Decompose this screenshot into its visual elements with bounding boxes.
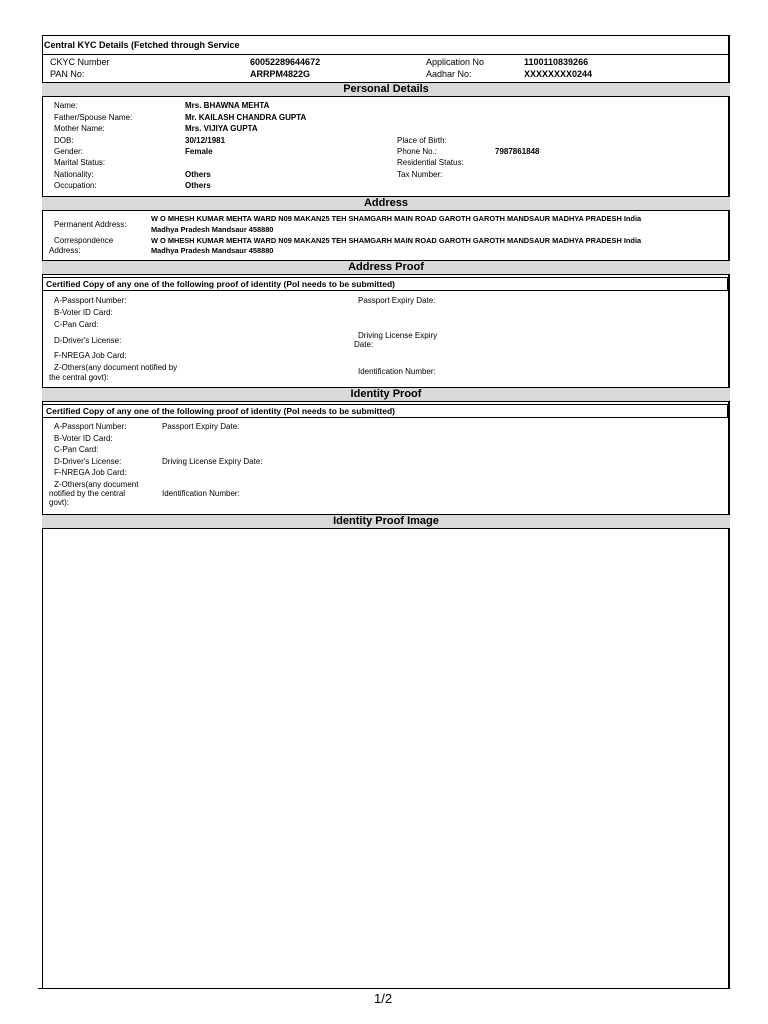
ap-voter-id-label: B-Voter ID Card: xyxy=(54,308,113,317)
marital-status-label: Marital Status: xyxy=(54,158,106,167)
document-title: Central KYC Details (Fetched through Service xyxy=(44,40,240,50)
pan-no-value: ARRPM4822G xyxy=(250,69,311,79)
correspondence-address-label-2: Address: xyxy=(49,246,81,255)
ap-driving-expiry-label-2: Date: xyxy=(354,340,374,349)
phone-label: Phone No.: xyxy=(397,147,438,156)
page-bottom-line xyxy=(38,988,730,989)
name-label: Name: xyxy=(54,101,78,110)
correspondence-address-label-1: Correspondence xyxy=(54,236,114,245)
place-of-birth-label: Place of Birth: xyxy=(397,136,447,145)
ip-nrega-label: F-NREGA Job Card: xyxy=(54,468,127,477)
ap-others-label-1: Z-Others(any document notified by xyxy=(54,363,178,372)
mother-name-label: Mother Name: xyxy=(54,124,105,133)
ap-driving-expiry-label-1: Driving License Expiry xyxy=(358,331,438,340)
page-number: 1/2 xyxy=(374,991,393,1006)
aadhar-no-label: Aadhar No: xyxy=(426,69,472,79)
ap-passport-expiry-label: Passport Expiry Date: xyxy=(358,296,436,305)
ckyc-number-label: CKYC Number xyxy=(50,57,110,67)
permanent-address-line2: Madhya Pradesh Mandsaur 458880 xyxy=(151,225,274,234)
tax-number-label: Tax Number: xyxy=(397,170,443,179)
ip-passport-number-label: A-Passport Number: xyxy=(54,422,127,431)
occupation-value: Others xyxy=(185,181,211,190)
name-value: Mrs. BHAWNA MEHTA xyxy=(185,101,270,110)
gender-label: Gender: xyxy=(54,147,83,156)
correspondence-address-line2: Madhya Pradesh Mandsaur 458880 xyxy=(151,246,274,255)
personal-details-heading: Personal Details xyxy=(42,82,730,97)
occupation-label: Occupation: xyxy=(54,181,97,190)
ip-others-label-3: govt): xyxy=(49,498,70,507)
nationality-value: Others xyxy=(185,170,211,179)
father-spouse-value: Mr. KAILASH CHANDRA GUPTA xyxy=(185,113,307,122)
residential-status-label: Residential Status: xyxy=(397,158,464,167)
correspondence-address-line1: W O MHESH KUMAR MEHTA WARD N09 MAKAN25 TEH SHAMGARH MAIN ROAD GAROTH GAROTH MANDSAUR MADHYA PRADESH India xyxy=(151,236,642,245)
application-no-label: Application No xyxy=(426,57,485,67)
outer-top-border xyxy=(42,35,730,36)
address-proof-subheading: Certified Copy of any one of the following proof of identity (PoI needs to be submitted) xyxy=(42,277,728,291)
ip-identification-number-label: Identification Number: xyxy=(162,489,240,498)
ip-drivers-license-label: D-Driver's License: xyxy=(54,457,122,466)
mother-name-value: Mrs. VIJIYA GUPTA xyxy=(185,124,258,133)
address-proof-heading: Address Proof xyxy=(42,260,730,275)
permanent-address-line1: W O MHESH KUMAR MEHTA WARD N09 MAKAN25 TEH SHAMGARH MAIN ROAD GAROTH GAROTH MANDSAUR MADHYA PRADESH India xyxy=(151,214,642,223)
identity-proof-image-heading: Identity Proof Image xyxy=(42,514,730,529)
ap-passport-number-label: A-Passport Number: xyxy=(54,296,127,305)
dob-label: DOB: xyxy=(54,136,74,145)
phone-value: 7987861848 xyxy=(495,147,540,156)
gender-value: Female xyxy=(185,147,213,156)
father-spouse-label: Father/Spouse Name: xyxy=(54,113,133,122)
pan-no-label: PAN No: xyxy=(50,69,85,79)
outer-right-border xyxy=(728,35,730,988)
permanent-address-label: Permanent Address: xyxy=(54,220,127,229)
ip-voter-id-label: B-Voter ID Card: xyxy=(54,434,113,443)
header-title-divider xyxy=(42,54,730,55)
ap-drivers-license-label: D-Driver's License: xyxy=(54,336,122,345)
ap-others-label-2: the central govt): xyxy=(49,373,109,382)
identity-proof-subheading: Certified Copy of any one of the following proof of identity (PoI needs to be submitted) xyxy=(42,404,728,418)
ip-others-label-2: notified by the central xyxy=(49,489,126,498)
address-heading: Address xyxy=(42,196,730,211)
ip-driving-expiry-label: Driving License Expiry Date: xyxy=(162,457,263,466)
ap-pan-card-label: C-Pan Card: xyxy=(54,320,99,329)
identity-proof-heading: Identity Proof xyxy=(42,387,730,402)
aadhar-no-value: XXXXXXXX0244 xyxy=(524,69,593,79)
dob-value: 30/12/1981 xyxy=(185,136,226,145)
ckyc-number-value: 60052289644672 xyxy=(250,57,321,67)
ip-others-label-1: Z-Others(any document xyxy=(54,480,139,489)
ip-pan-card-label: C-Pan Card: xyxy=(54,445,99,454)
ip-passport-expiry-label: Passport Expiry Date: xyxy=(162,422,240,431)
ap-identification-number-label: Identification Number: xyxy=(358,367,436,376)
nationality-label: Nationality: xyxy=(54,170,94,179)
application-no-value: 1100110839266 xyxy=(524,57,589,67)
ap-nrega-label: F-NREGA Job Card: xyxy=(54,351,127,360)
identity-proof-image-area xyxy=(43,529,728,988)
